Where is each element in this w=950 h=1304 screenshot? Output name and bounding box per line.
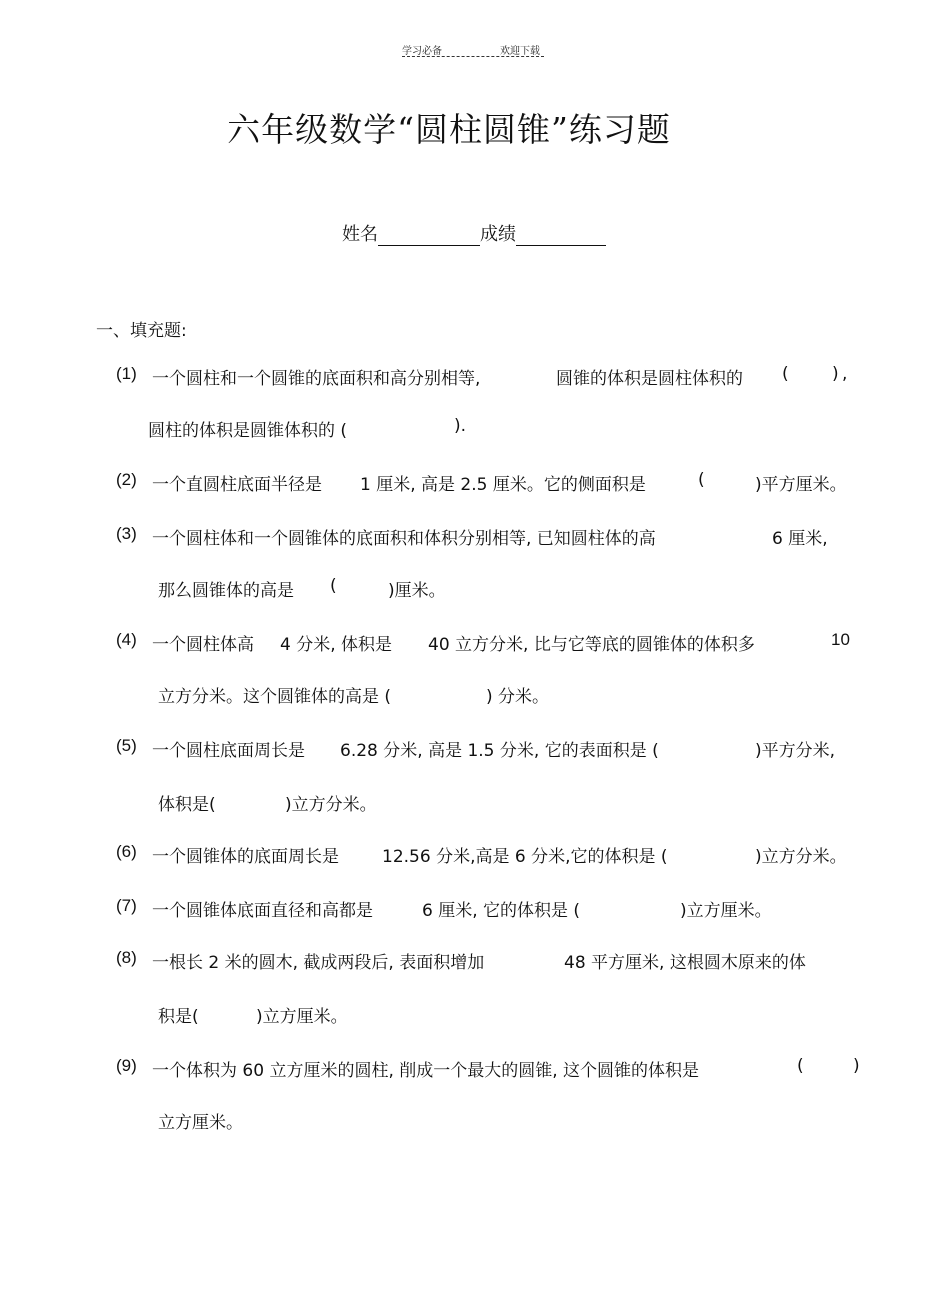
- question-text: 圆柱的体积是圆锥体积的 (: [148, 421, 348, 441]
- answer-blank-open[interactable]: (: [330, 576, 337, 596]
- question-text: 那么圆锥体的高是: [158, 581, 294, 601]
- score-label: 成绩: [480, 224, 516, 245]
- question-text: )立方厘米。: [256, 1007, 348, 1027]
- question-text: 一根长 2 米的圆木, 截成两段后, 表面积增加: [152, 953, 485, 973]
- answer-blank-close: ): [832, 364, 839, 384]
- question-text: )立方厘米。: [680, 901, 772, 921]
- question-text: 一个圆柱底面周长是: [152, 741, 305, 761]
- question-number: (1): [116, 364, 137, 383]
- answer-blank-open[interactable]: (: [797, 1056, 804, 1076]
- question-text: 一个体积为 60 立方厘米的圆柱, 削成一个最大的圆锥, 这个圆锥的体积是: [152, 1061, 700, 1081]
- question-number: (5): [116, 736, 137, 755]
- question-number: (7): [116, 896, 137, 915]
- name-score-row: [342, 220, 606, 246]
- question-text: )立方分米。: [755, 847, 847, 867]
- question-text: ,: [842, 364, 848, 384]
- question-text: )平方厘米。: [755, 475, 847, 495]
- question-text: 4 分米, 体积是: [280, 635, 393, 655]
- question-text: 40 立方分米, 比与它等底的圆锥体的体积多: [428, 635, 755, 655]
- question-number: (9): [116, 1056, 137, 1075]
- question-text: 一个圆柱和一个圆锥的底面积和高分别相等,: [152, 369, 481, 389]
- answer-blank-open[interactable]: (: [698, 470, 705, 490]
- question-text: ) 分米。: [486, 687, 550, 707]
- question-text: 一个直圆柱底面半径是: [152, 475, 322, 495]
- question-text: 立方分米。这个圆锥体的高是 (: [158, 687, 392, 707]
- answer-blank-close: ): [853, 1056, 860, 1076]
- question-text: 体积是(: [158, 795, 216, 815]
- question-number: (3): [116, 524, 137, 543]
- question-text: 积是(: [158, 1007, 199, 1027]
- question-text: 12.56 分米,高是 6 分米,它的体积是 (: [382, 847, 668, 867]
- question-text: )厘米。: [388, 581, 446, 601]
- name-blank[interactable]: [378, 225, 480, 246]
- header-divider: [402, 56, 544, 57]
- question-text: 10: [831, 630, 850, 649]
- question-text: 48 平方厘米, 这根圆木原来的体: [564, 953, 806, 973]
- question-text: 一个圆柱体高: [152, 635, 254, 655]
- answer-blank-open[interactable]: (: [782, 364, 789, 384]
- section-heading: 一、填充题:: [96, 321, 187, 341]
- question-text: 一个圆锥体底面直径和高都是: [152, 901, 373, 921]
- answer-blank-close: ).: [454, 416, 467, 436]
- header-left: 学习必备: [402, 46, 442, 57]
- question-number: (4): [116, 630, 137, 649]
- page-title: 六年级数学“圆柱圆锥”练习题: [227, 110, 671, 149]
- question-text: )平方分米,: [755, 741, 836, 761]
- question-text: 一个圆锥体的底面周长是: [152, 847, 339, 867]
- question-text: 圆锥的体积是圆柱体积的: [556, 369, 743, 389]
- question-number: (2): [116, 470, 137, 489]
- score-blank[interactable]: [516, 225, 606, 246]
- name-label: 姓名: [342, 224, 378, 245]
- question-text: 立方厘米。: [158, 1113, 243, 1133]
- question-text: 一个圆柱体和一个圆锥体的底面积和体积分别相等, 已知圆柱体的高: [152, 529, 656, 549]
- question-text: 6.28 分米, 高是 1.5 分米, 它的表面积是 (: [340, 741, 659, 761]
- question-text: 1 厘米, 高是 2.5 厘米。它的侧面积是: [360, 475, 646, 495]
- question-text: 6 厘米, 它的体积是 (: [422, 901, 581, 921]
- question-text: 6 厘米,: [772, 529, 828, 549]
- question-number: (8): [116, 948, 137, 967]
- header-right: 欢迎下载: [500, 46, 540, 57]
- question-text: )立方分米。: [285, 795, 377, 815]
- question-number: (6): [116, 842, 137, 861]
